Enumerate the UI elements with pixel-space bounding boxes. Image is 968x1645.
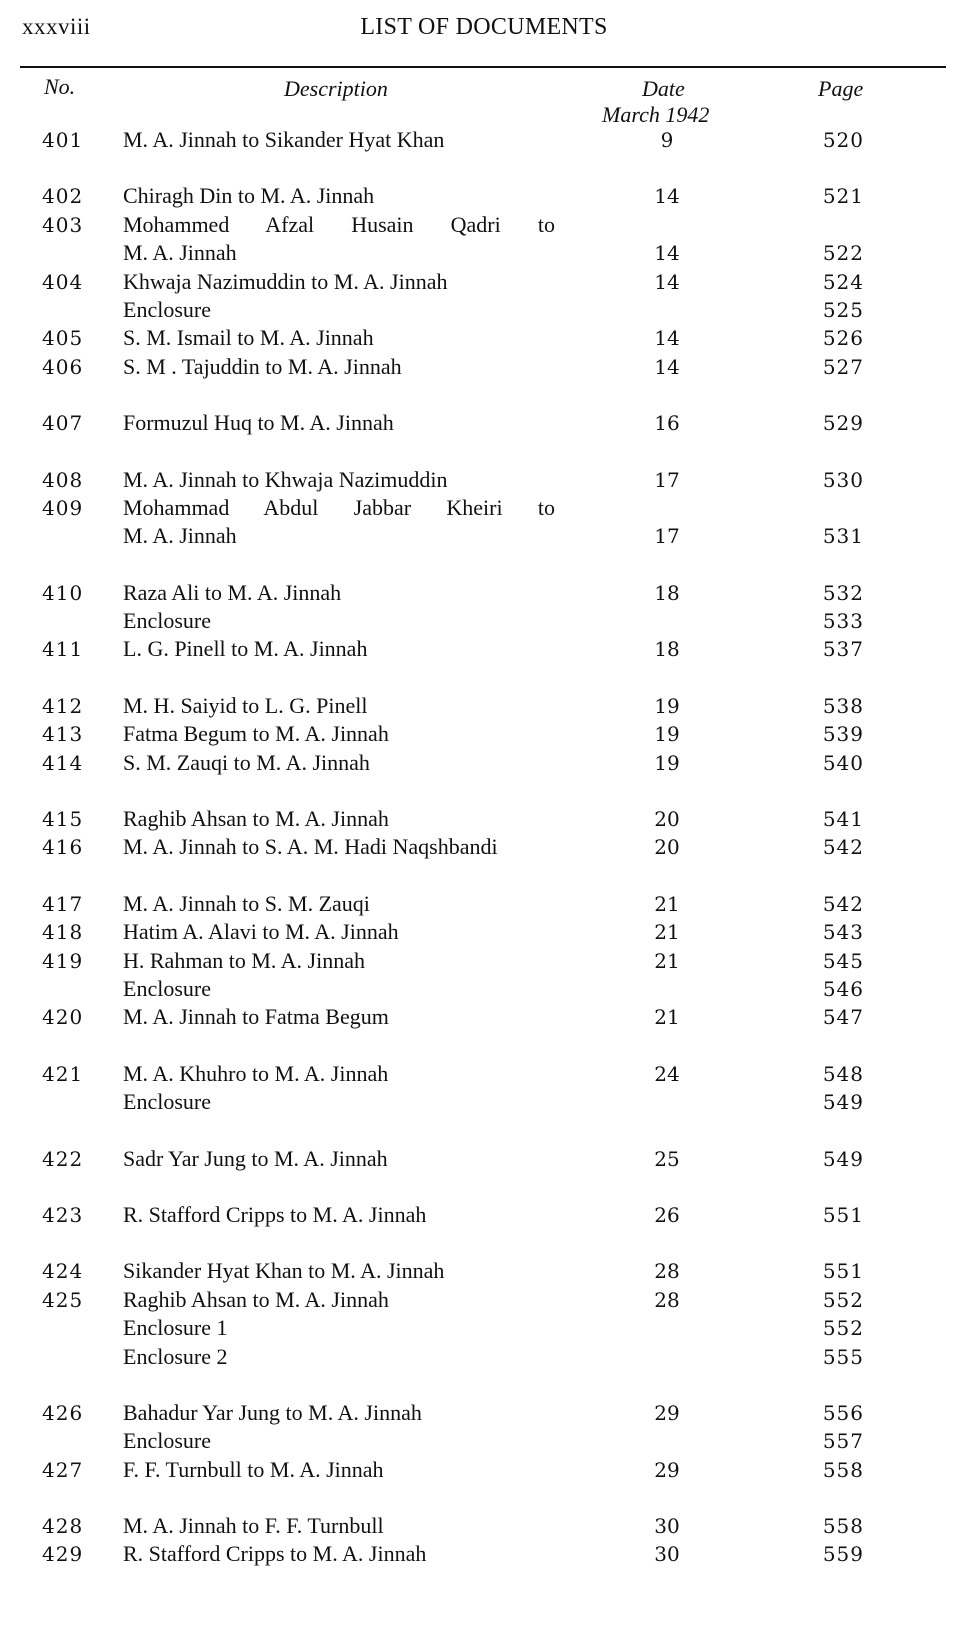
document-page: 524 xyxy=(822,269,864,294)
document-date: 17 xyxy=(654,524,680,549)
document-description: Enclosure xyxy=(123,608,211,634)
document-date: 14 xyxy=(654,269,680,294)
document-page: 541 xyxy=(822,807,864,832)
document-date: 28 xyxy=(654,1287,680,1312)
document-page: 547 xyxy=(822,1005,864,1030)
document-date: 21 xyxy=(654,920,680,945)
document-description: R. Stafford Cripps to M. A. Jinnah xyxy=(123,1541,427,1567)
document-date: 19 xyxy=(654,722,680,747)
document-page: 529 xyxy=(822,411,864,436)
document-page: 542 xyxy=(822,835,864,860)
document-row xyxy=(0,607,968,635)
document-row xyxy=(0,918,968,946)
document-date: 20 xyxy=(654,835,680,860)
document-date: 21 xyxy=(654,1005,680,1030)
document-date: 24 xyxy=(654,1061,680,1086)
document-row xyxy=(0,1399,968,1427)
document-description: M. A. Jinnah to Khwaja Nazimuddin xyxy=(123,466,448,492)
document-description: Bahadur Yar Jung to M. A. Jinnah xyxy=(123,1399,422,1425)
document-page: 548 xyxy=(822,1061,864,1086)
document-row xyxy=(0,720,968,748)
document-description: F. F. Turnbull to M. A. Jinnah xyxy=(123,1456,384,1482)
document-date: 20 xyxy=(654,807,680,832)
document-description: Raza Ali to M. A. Jinnah xyxy=(123,579,342,605)
document-description: M. A. Jinnah to F. F. Turnbull xyxy=(123,1513,384,1539)
document-description: S. M. Ismail to M. A. Jinnah xyxy=(123,325,374,351)
document-number: 417 xyxy=(42,891,84,916)
document-page: 530 xyxy=(822,467,864,492)
column-header-description: Description xyxy=(284,76,388,101)
document-number: 403 xyxy=(42,212,84,237)
document-row xyxy=(0,409,968,437)
document-page: 531 xyxy=(822,524,864,549)
document-number: 423 xyxy=(42,1202,84,1227)
document-page: 558 xyxy=(822,1514,864,1539)
document-number: 401 xyxy=(42,128,84,152)
document-page: 551 xyxy=(822,1259,864,1284)
document-page: 538 xyxy=(822,693,864,718)
document-description: L. G. Pinell to M. A. Jinnah xyxy=(123,636,368,662)
document-row xyxy=(0,182,968,210)
document-page: 559 xyxy=(822,1542,864,1567)
document-page: 522 xyxy=(822,241,864,266)
document-number: 407 xyxy=(42,411,84,436)
document-description: Fatma Begum to M. A. Jinnah xyxy=(123,721,389,747)
document-description: Enclosure 2 xyxy=(123,1343,228,1369)
document-row xyxy=(0,1512,968,1540)
document-description: Chiragh Din to M. A. Jinnah xyxy=(123,183,375,209)
document-number: 410 xyxy=(42,580,84,605)
document-description: Mohammad Abdul Jabbar Kheiri to xyxy=(123,494,555,520)
document-date: 14 xyxy=(654,241,680,266)
document-description: Hatim A. Alavi to M. A. Jinnah xyxy=(123,919,399,945)
document-number: 414 xyxy=(42,750,84,775)
document-page: 532 xyxy=(822,580,864,605)
document-date: 14 xyxy=(654,184,680,209)
document-number: 427 xyxy=(42,1457,84,1482)
document-row xyxy=(0,466,968,494)
document-row xyxy=(0,1145,968,1173)
document-row xyxy=(0,1343,968,1371)
document-row xyxy=(0,947,968,975)
document-row xyxy=(0,324,968,352)
document-number: 428 xyxy=(42,1514,84,1539)
document-date: 21 xyxy=(654,891,680,916)
column-header-no: No. xyxy=(44,74,76,99)
column-header-date: Date xyxy=(642,76,685,101)
document-page: 549 xyxy=(822,1146,864,1171)
document-row xyxy=(0,211,968,239)
document-date: 28 xyxy=(654,1259,680,1284)
document-number: 406 xyxy=(42,354,84,379)
document-page: 533 xyxy=(822,609,864,634)
document-page: 527 xyxy=(822,354,864,379)
document-description: Khwaja Nazimuddin to M. A. Jinnah xyxy=(123,268,448,294)
document-description: M. A. Jinnah to Sikander Hyat Khan xyxy=(123,127,445,152)
document-number: 422 xyxy=(42,1146,84,1171)
document-number: 420 xyxy=(42,1005,84,1030)
document-page: 521 xyxy=(822,184,864,209)
document-date: 19 xyxy=(654,750,680,775)
document-row xyxy=(0,1456,968,1484)
document-description: M. A. Jinnah to Fatma Begum xyxy=(123,1004,389,1030)
document-date: 21 xyxy=(654,948,680,973)
document-page: 546 xyxy=(822,976,864,1001)
document-row xyxy=(0,805,968,833)
document-number: 425 xyxy=(42,1287,84,1312)
document-description: M. H. Saiyid to L. G. Pinell xyxy=(123,692,368,718)
document-page: 552 xyxy=(822,1316,864,1341)
document-row xyxy=(0,749,968,777)
document-number: 421 xyxy=(42,1061,84,1086)
document-description: M. A. Jinnah to S. A. M. Hadi Naqshbandi xyxy=(123,834,498,860)
document-page: 537 xyxy=(822,637,864,662)
document-date: 18 xyxy=(654,637,680,662)
document-number: 419 xyxy=(42,948,84,973)
header-rule xyxy=(20,66,946,68)
document-description: Enclosure xyxy=(123,296,211,322)
document-description: H. Rahman to M. A. Jinnah xyxy=(123,947,365,973)
document-date: 17 xyxy=(654,467,680,492)
document-page: 551 xyxy=(822,1202,864,1227)
document-number: 412 xyxy=(42,693,84,718)
document-row xyxy=(0,1427,968,1455)
document-page: 557 xyxy=(822,1429,864,1454)
document-row xyxy=(0,239,968,267)
document-page: 540 xyxy=(822,750,864,775)
column-header-date-month: March 1942 xyxy=(602,102,710,127)
document-date: 29 xyxy=(654,1457,680,1482)
document-date: 26 xyxy=(654,1202,680,1227)
document-description: Formuzul Huq to M. A. Jinnah xyxy=(123,410,394,436)
document-number: 424 xyxy=(42,1259,84,1284)
document-number: 405 xyxy=(42,326,84,351)
document-date: 30 xyxy=(654,1514,680,1539)
document-list xyxy=(0,126,968,1569)
document-page: 558 xyxy=(822,1457,864,1482)
document-description: M. A. Khuhro to M. A. Jinnah xyxy=(123,1060,389,1086)
document-page: 555 xyxy=(822,1344,864,1369)
document-page: 520 xyxy=(822,128,864,152)
document-row xyxy=(0,1003,968,1031)
document-page: 539 xyxy=(822,722,864,747)
document-description: Mohammed Afzal Husain Qadri to xyxy=(123,211,555,237)
document-date: 16 xyxy=(654,411,680,436)
document-page: 526 xyxy=(822,326,864,351)
document-number: 418 xyxy=(42,920,84,945)
document-row xyxy=(0,522,968,550)
document-row xyxy=(0,1088,968,1116)
document-description: Enclosure xyxy=(123,975,211,1001)
document-date: 9 xyxy=(660,128,674,152)
document-description: Raghib Ahsan to M. A. Jinnah xyxy=(123,1286,389,1312)
document-page: 545 xyxy=(822,948,864,973)
document-description: Enclosure 1 xyxy=(123,1315,228,1341)
document-row xyxy=(0,353,968,381)
document-description: S. M . Tajuddin to M. A. Jinnah xyxy=(123,353,402,379)
document-row xyxy=(0,1201,968,1229)
document-row xyxy=(0,833,968,861)
document-row xyxy=(0,1314,968,1342)
document-number: 408 xyxy=(42,467,84,492)
document-description: M. A. Jinnah xyxy=(123,240,237,266)
document-description: S. M. Zauqi to M. A. Jinnah xyxy=(123,749,370,775)
document-date: 30 xyxy=(654,1542,680,1567)
document-row xyxy=(0,692,968,720)
document-number: 409 xyxy=(42,495,84,520)
document-date: 18 xyxy=(654,580,680,605)
document-page: 542 xyxy=(822,891,864,916)
document-row xyxy=(0,1286,968,1314)
document-row xyxy=(0,126,968,154)
document-row xyxy=(0,296,968,324)
document-description: R. Stafford Cripps to M. A. Jinnah xyxy=(123,1201,427,1227)
document-number: 411 xyxy=(42,637,84,662)
document-number: 416 xyxy=(42,835,84,860)
column-header-page: Page xyxy=(818,76,864,101)
document-row xyxy=(0,1257,968,1285)
document-number: 413 xyxy=(42,722,84,747)
document-date: 25 xyxy=(654,1146,680,1171)
document-number: 426 xyxy=(42,1400,84,1425)
document-page: 543 xyxy=(822,920,864,945)
document-description: Sikander Hyat Khan to M. A. Jinnah xyxy=(123,1258,445,1284)
document-date: 29 xyxy=(654,1400,680,1425)
document-description: M. A. Jinnah to S. M. Zauqi xyxy=(123,890,370,916)
document-page: 552 xyxy=(822,1287,864,1312)
page-title: LIST OF DOCUMENTS xyxy=(360,14,608,40)
document-row xyxy=(0,268,968,296)
document-page: 556 xyxy=(822,1400,864,1425)
document-row xyxy=(0,975,968,1003)
page-header xyxy=(22,14,946,48)
document-number: 404 xyxy=(42,269,84,294)
document-row xyxy=(0,1540,968,1568)
document-row xyxy=(0,890,968,918)
document-row xyxy=(0,579,968,607)
document-page: 549 xyxy=(822,1090,864,1115)
document-number: 415 xyxy=(42,807,84,832)
document-description: Sadr Yar Jung to M. A. Jinnah xyxy=(123,1145,388,1171)
document-description: M. A. Jinnah xyxy=(123,523,237,549)
document-description: Raghib Ahsan to M. A. Jinnah xyxy=(123,806,389,832)
document-description: Enclosure xyxy=(123,1428,211,1454)
document-description: Enclosure xyxy=(123,1089,211,1115)
document-row xyxy=(0,494,968,522)
document-date: 14 xyxy=(654,354,680,379)
document-date: 14 xyxy=(654,326,680,351)
page-number: xxxviii xyxy=(22,14,91,39)
document-row xyxy=(0,1060,968,1088)
document-page: 525 xyxy=(822,297,864,322)
document-date: 19 xyxy=(654,693,680,718)
document-number: 429 xyxy=(42,1542,84,1567)
document-number: 402 xyxy=(42,184,84,209)
document-row xyxy=(0,635,968,663)
